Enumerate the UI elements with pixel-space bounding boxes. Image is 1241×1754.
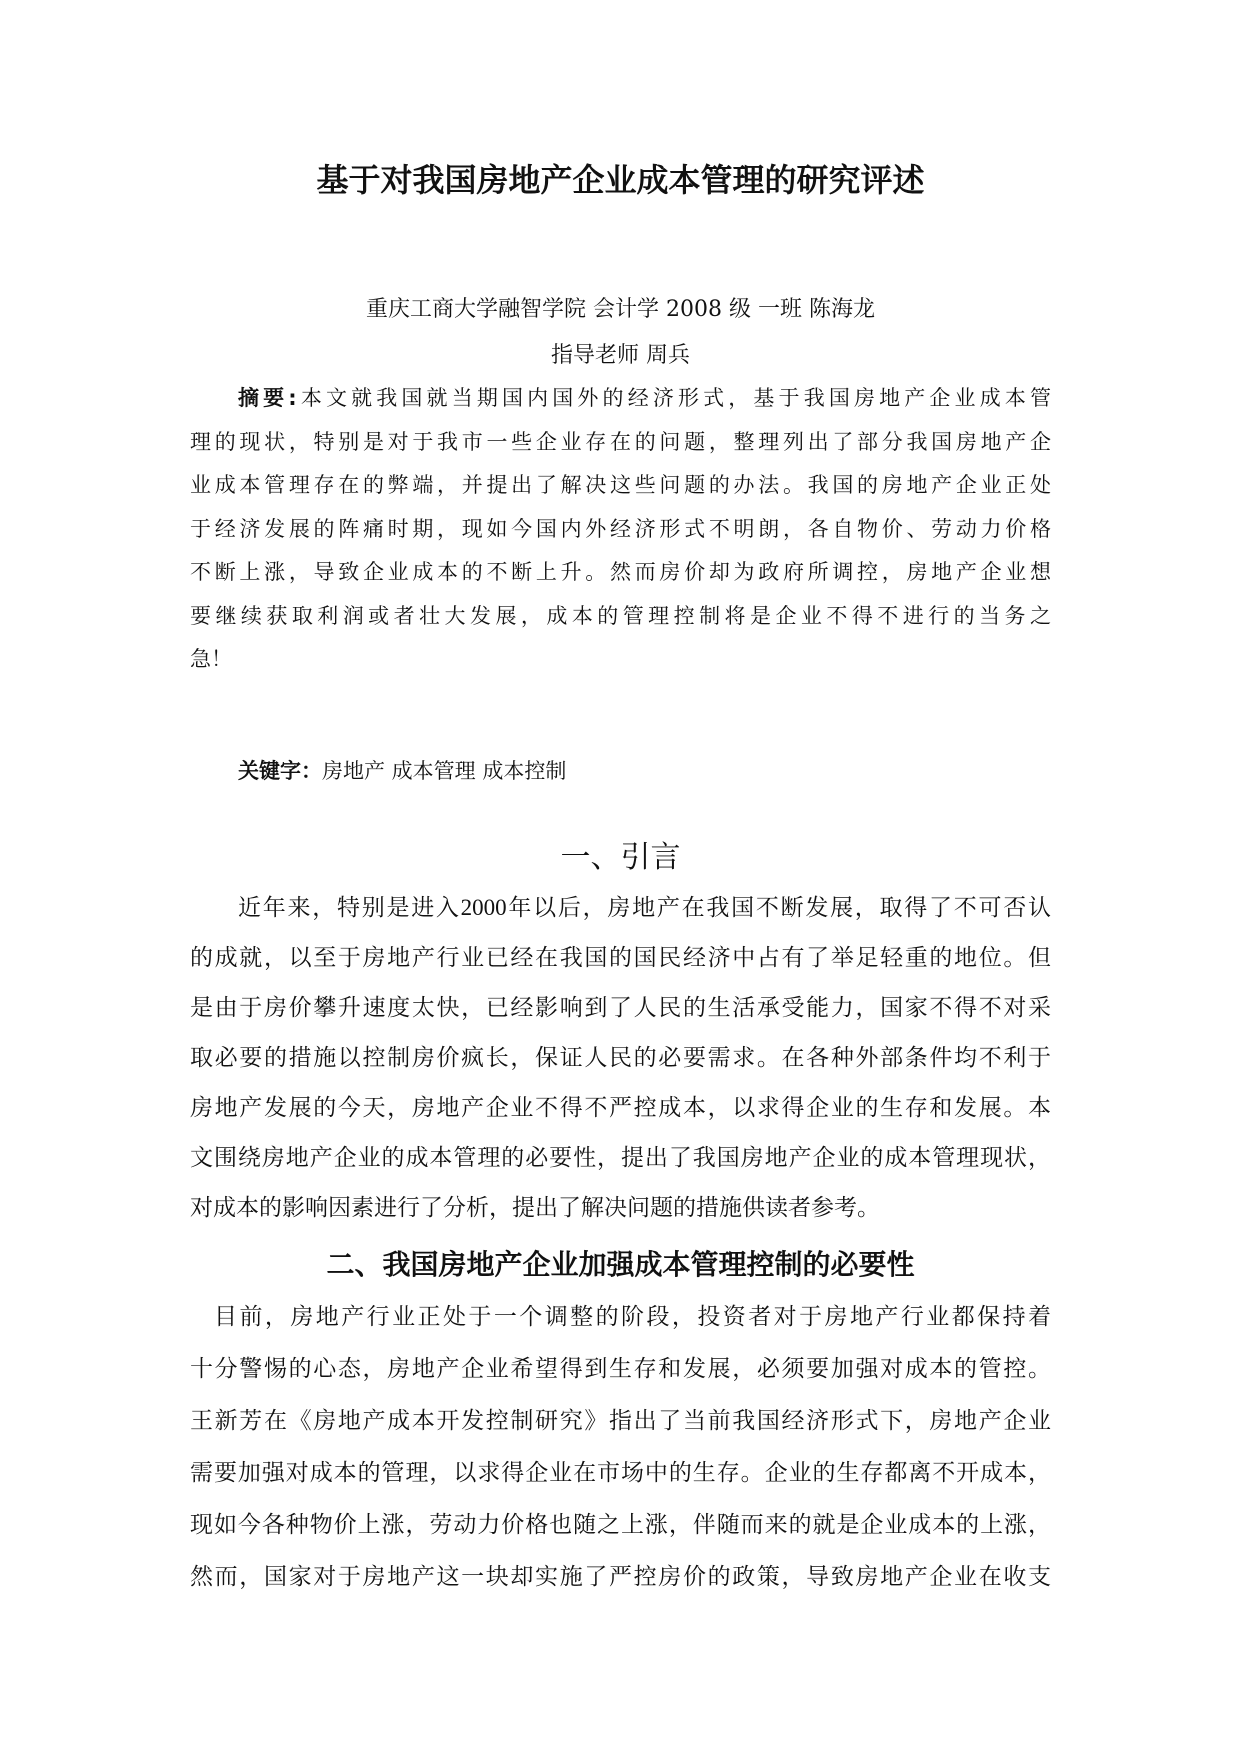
abstract-line-1 <box>238 376 1051 420</box>
author-line: 重庆工商大学融智学院 会计学 2008 级 一班 陈海龙 <box>366 297 875 322</box>
intro-line-5: 房地产发展的今天，房地产企业不得不严控成本，以求得企业的生存和发展。本 <box>190 1095 1051 1120</box>
abstract-label: 摘要: <box>238 386 297 410</box>
paper-title: 基于对我国房地产企业成本管理的研究评述 <box>316 161 925 199</box>
necessity-line-2: 十分警惕的心态，房地产企业希望得到生存和发展，必须要加强对成本的管控。 <box>190 1356 1051 1381</box>
section-heading-necessity: 二、我国房地产企业加强成本管理控制的必要性 <box>326 1248 915 1281</box>
intro-line-4: 取必要的措施以控制房价疯长，保证人民的必要需求。在各种外部条件均不利于 <box>190 1045 1051 1070</box>
abstract-line-7: 急！ <box>190 647 232 671</box>
necessity-line-1: 目前，房地产行业正处于一个调整的阶段，投资者对于房地产行业都保持着 <box>214 1304 1051 1329</box>
abstract-line-4: 于经济发展的阵痛时期，现如今国内外经济形式不明朗，各自物价、劳动力价格 <box>190 517 1051 541</box>
abstract-line-5: 不断上涨，导致企业成本的不断上升。然而房价却为政府所调控，房地产企业想 <box>190 560 1051 584</box>
intro-line-1: 近年来，特别是进入2000年以后，房地产在我国不断发展，取得了不可否认 <box>238 895 1051 920</box>
keywords <box>238 749 566 793</box>
necessity-line-5: 现如今各种物价上涨，劳动力价格也随之上涨，伴随而来的就是企业成本的上涨， <box>190 1512 1051 1537</box>
necessity-line-3: 王新芳在《房地产成本开发控制研究》指出了当前我国经济形式下，房地产企业 <box>190 1408 1051 1433</box>
keywords-label: 关键字： <box>238 759 322 783</box>
keywords-text: 房地产 成本管理 成本控制 <box>322 759 567 783</box>
abstract-line-3: 业成本管理存在的弊端，并提出了解决这些问题的办法。我国的房地产企业正处 <box>190 473 1051 497</box>
abstract-line-6: 要继续获取利润或者壮大发展，成本的管理控制将是企业不得不进行的当务之 <box>190 604 1051 628</box>
necessity-line-6: 然而，国家对于房地产这一块却实施了严控房价的政策，导致房地产企业在收支 <box>190 1564 1051 1589</box>
intro-line-6: 文围绕房地产企业的成本管理的必要性，提出了我国房地产企业的成本管理现状， <box>190 1145 1051 1170</box>
advisor-line: 指导老师 周兵 <box>551 343 690 368</box>
intro-line-2: 的成就，以至于房地产行业已经在我国的国民经济中占有了举足轻重的地位。但 <box>190 945 1051 970</box>
intro-line-7: 对成本的影响因素进行了分析，提出了解决问题的措施供读者参考。 <box>190 1195 880 1220</box>
intro-line-3: 是由于房价攀升速度太快，已经影响到了人民的生活承受能力，国家不得不对采 <box>190 995 1051 1020</box>
section-heading-intro: 一、引言 <box>560 840 681 875</box>
abstract-text: 本文就我国就当期国内国外的经济形式，基于我国房地产企业成本管 <box>296 386 1051 410</box>
necessity-line-4: 需要加强对成本的管理，以求得企业在市场中的生存。企业的生存都离不开成本， <box>190 1460 1051 1485</box>
abstract-line-2: 理的现状，特别是对于我市一些企业存在的问题，整理列出了部分我国房地产企 <box>190 430 1051 454</box>
